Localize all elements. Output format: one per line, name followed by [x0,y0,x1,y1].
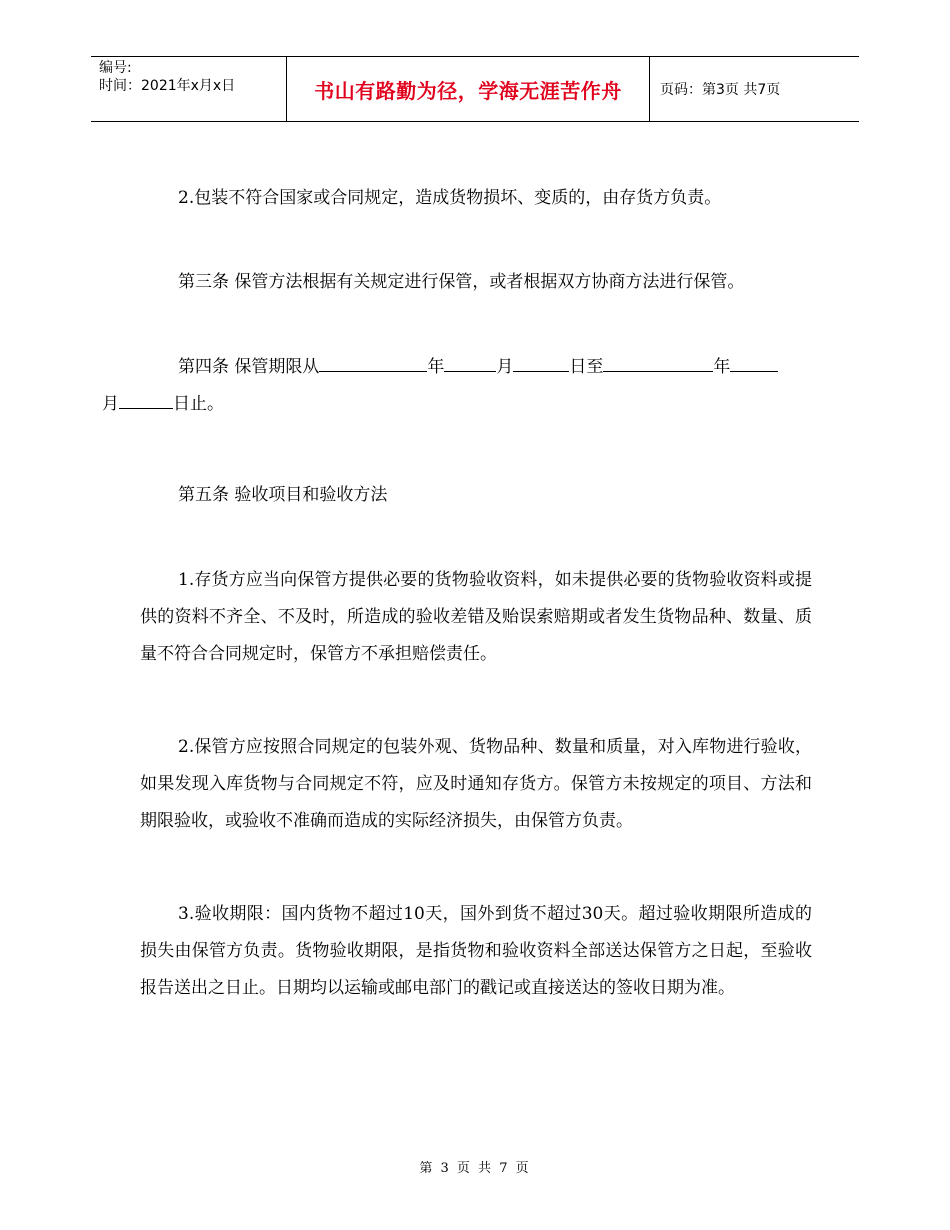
date-label: 时间：2021年x月x日 [99,78,236,94]
header-page-info: 页码：第3页 共7页 [660,82,781,98]
paragraph-article-4 [102,349,812,423]
end-label: 日止。 [173,394,224,414]
header-motto: 书山有路勤为径，学海无涯苦作舟 [287,57,650,121]
blank-end-day [119,390,173,409]
blank-start-year [319,353,427,372]
paragraph-article-3: 第三条 保管方法根据有关规定进行保管，或者根据双方协商方法进行保管。 [178,272,745,292]
month-label: 月 [102,394,119,414]
paragraph-inspection-2: 2.保管方应按照合同规定的包装外观、货物品种、数量和质量，对入库物进行验收，如果发现入库货物与合同规定不符，应及时通知存货方。保管方未按规定的项目、方法和期限验收，或验收不准确而造成的实际经济损失，由保管方负责。 [140,737,812,831]
year-label: 年 [713,357,731,377]
blank-start-day [513,353,569,372]
year-label: 年 [427,357,445,377]
blank-start-month [444,353,496,372]
article-4-prefix: 第四条 保管期限从 [178,357,320,377]
paragraph-article-5-title: 第五条 验收项目和验收方法 [178,485,388,505]
paragraph-inspection-1: 1.存货方应当向保管方提供必要的货物验收资料，如未提供必要的货物验收资料或提供的资料不齐全、不及时，所造成的验收差错及贻误索赔期或者发生货物品种、数量、质量不符合合同规定时，保管方不承担赔偿责任。 [140,570,812,664]
paragraph-inspection-3: 3.验收期限：国内货物不超过10天，国外到货不超过30天。超过验收期限所造成的损失由保管方负责。货物验收期限，是指货物和验收资料全部送达保管方之日起，至验收报告送出之日止。日期均以运输或邮电部门的戳记或直接送达的签收日期为准。 [140,904,812,998]
page-footer: 第 3 页 共 7 页 [419,1161,531,1176]
blank-end-year [603,353,713,372]
month-label: 月 [496,357,514,377]
document-header [91,56,859,122]
paragraph-packaging: 2.包装不符合国家或合同规定，造成货物损坏、变质的，由存货方负责。 [178,188,722,208]
blank-end-month-line1 [730,353,778,372]
day-to-label: 日至 [569,357,604,377]
serial-number-label: 编号: [99,60,132,76]
header-meta [91,57,287,121]
